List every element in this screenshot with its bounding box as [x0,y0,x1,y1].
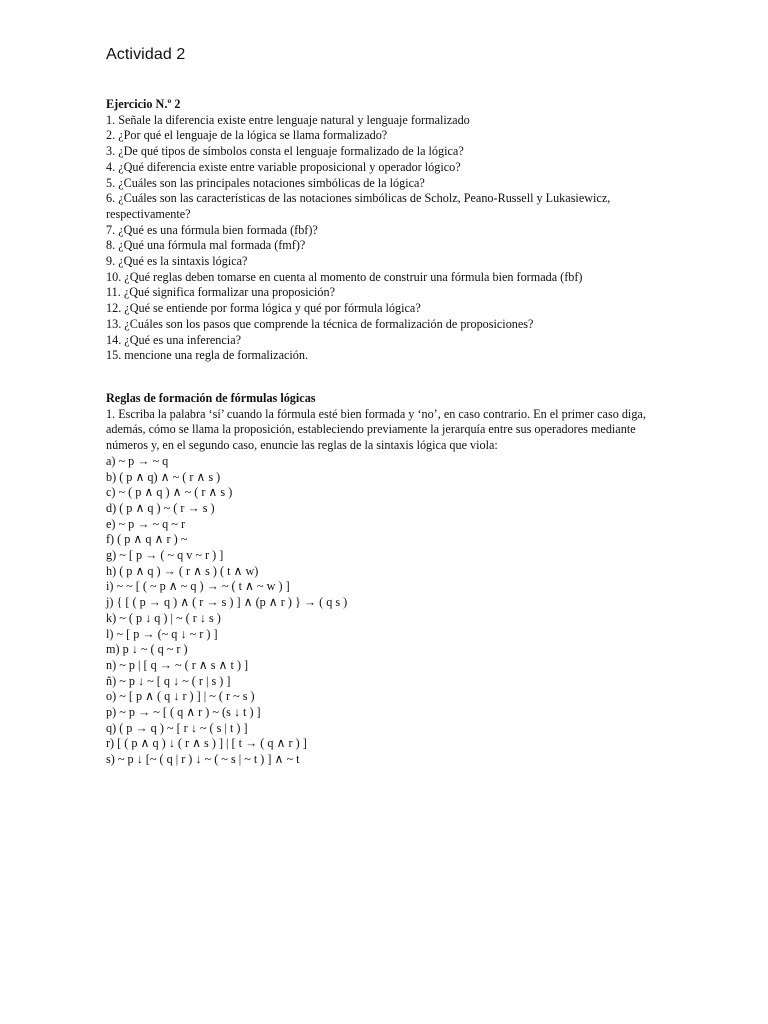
question-item: 8. ¿Qué una fórmula mal formada (fmf)? [106,238,306,253]
formula-item: d) ( p ∧ q ) ~ ( r → s ) [106,500,215,515]
page-title: Actividad 2 [106,46,186,63]
question-item: 5. ¿Cuáles son las principales notaciones simbólicas de la lógica? [106,175,425,190]
formula-item: m) p ↓ ~ ( q ~ r ) [106,642,188,657]
formula-item: b) ( p ∧ q) ∧ ~ ( r ∧ s ) [106,469,221,484]
rules-instruction: 1. Escriba la palabra ‘sí’ cuando la fórmula esté bien formada y ‘no’, en caso contrario. En el primer caso diga, además, cómo se llama la proposición, estableciendo previamente la jerarquía entre sus operadores mediante números y, en el segundo caso, enuncie las reglas de la sintaxis lógica que viola: [106,406,646,453]
formula-item: c) ~ ( p ∧ q ) ∧ ~ ( r ∧ s ) [106,485,233,500]
question-item: 10. ¿Qué reglas deben tomarse en cuenta al momento de construir una fórmula bien formada (fbf) [106,269,583,284]
exercise-heading: Ejercicio N.º 2 [106,97,181,111]
formula-item: a) ~ p → ~ q [106,453,169,468]
formula-item: e) ~ p → ~ q ~ r [106,516,186,531]
formula-list [106,454,666,768]
formula-item: s) ~ p ↓ [~ ( q | r ) ↓ ~ ( ~ s | ~ t ) ] ∧ ~ t [106,752,300,767]
formula-item: k) ~ ( p ↓ q ) | ~ ( r ↓ s ) [106,610,221,625]
question-item: 14. ¿Qué es una inferencia? [106,332,242,347]
rules-section [106,391,666,768]
question-item: 11. ¿Qué significa formalizar una proposición? [106,285,335,300]
formula-item: g) ~ [ p → ( ~ q v ~ r ) ] [106,548,224,563]
question-list [106,113,666,364]
question-item: 9. ¿Qué es la sintaxis lógica? [106,254,248,269]
question-item: 4. ¿Qué diferencia existe entre variable proposicional y operador lógico? [106,159,461,174]
exercise-section [106,97,666,364]
question-item: 12. ¿Qué se entiende por forma lógica y qué por fórmula lógica? [106,301,421,316]
formula-item: o) ~ [ p ∧ ( q ↓ r ) ] | ~ ( r ~ s ) [106,689,255,704]
formula-item: j) { [ ( p → q ) ∧ ( r → s ) ] ∧ (p ∧ r ) } → ( q s ) [106,595,348,610]
formula-item: h) ( p ∧ q ) → ( r ∧ s ) ( t ∧ w) [106,563,259,578]
formula-item: ñ) ~ p ↓ ~ [ q ↓ ~ ( r | s ) ] [106,673,231,688]
question-item: 3. ¿De qué tipos de símbolos consta el lenguaje formalizado de la lógica? [106,144,464,159]
formula-item: r) [ ( p ∧ q ) ↓ ( r ∧ s ) ] | [ t → ( q ∧ r ) ] [106,736,307,751]
question-item: 7. ¿Qué es una fórmula bien formada (fbf)? [106,222,318,237]
question-item: 1. Señale la diferencia existe entre lenguaje natural y lenguaje formalizado [106,112,470,127]
question-item: 6. ¿Cuáles son las características de las notaciones simbólicas de Scholz, Peano-Russell y Lukasiewicz, respectivamente? [106,191,614,221]
formula-item: l) ~ [ p → (~ q ↓ ~ r ) ] [106,626,218,641]
formula-item: f) ( p ∧ q ∧ r ) ~ [106,532,188,547]
question-item: 15. mencione una regla de formalización. [106,348,309,363]
formula-item: p) ~ p → ~ [ ( q ∧ r ) ~ (s ↓ t ) ] [106,705,261,720]
formula-item: n) ~ p | [ q → ~ ( r ∧ s ∧ t ) ] [106,657,249,672]
question-item: 13. ¿Cuáles son los pasos que comprende la técnica de formalización de proposiciones? [106,316,534,331]
formula-item: q) ( p → q ) ~ [ r ↓ ~ ( s | t ) ] [106,720,248,735]
rules-heading: Reglas de formación de fórmulas lógicas [106,391,316,405]
question-item: 2. ¿Por qué el lenguaje de la lógica se llama formalizado? [106,128,388,143]
formula-item: i) ~ ~ [ ( ~ p ∧ ~ q ) → ~ ( t ∧ ~ w ) ] [106,579,290,594]
